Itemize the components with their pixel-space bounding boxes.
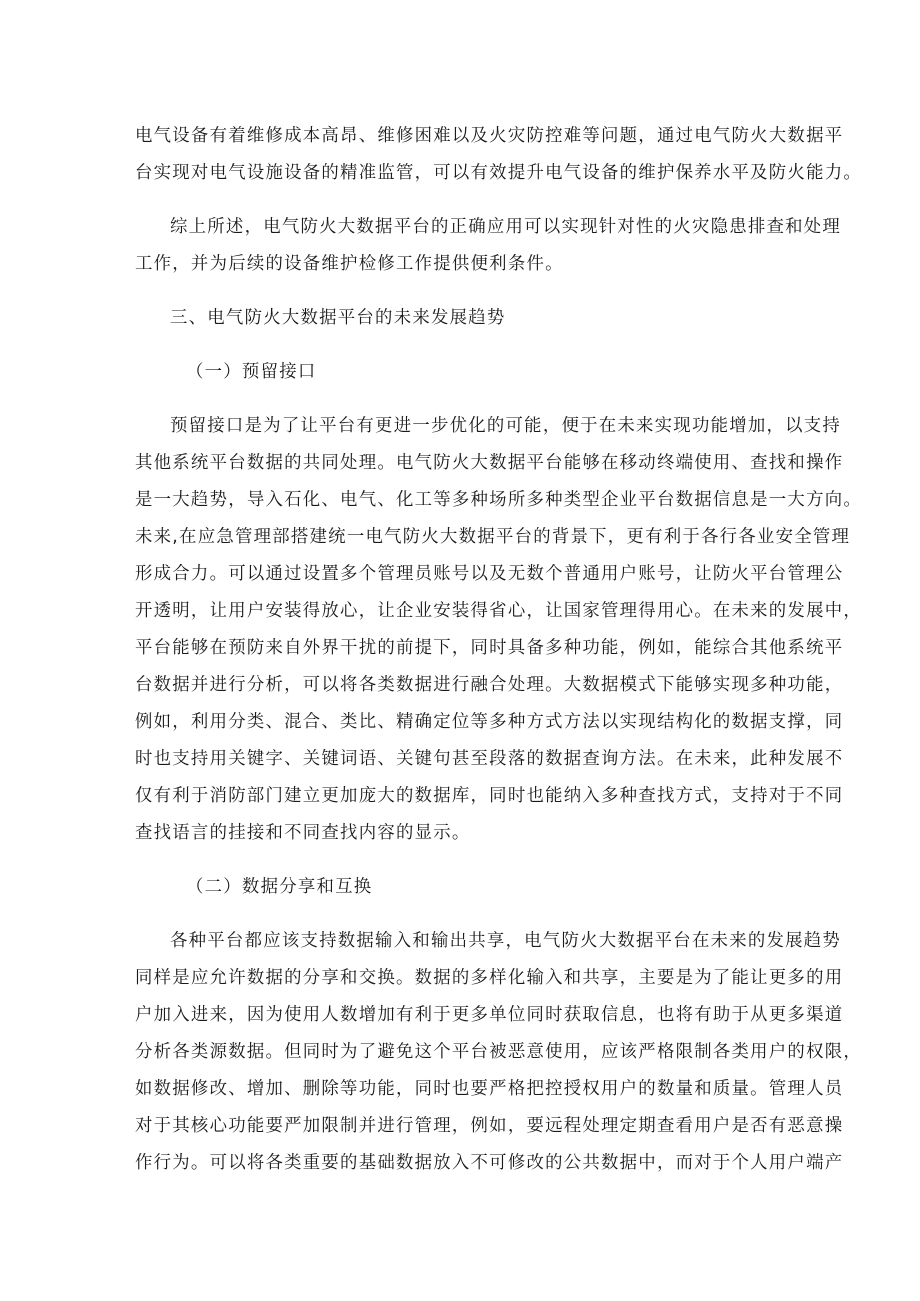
text-line: 工作，并为后续的设备维护检修工作提供便利条件。 [135,254,564,274]
text-line: 户加入进来，因为使用人数增加有利于更多单位同时获取信息，也将有助于从更多渠道 [135,1005,844,1025]
text-line: 其他系统平台数据的共同处理。电气防火大数据平台能够在移动终端使用、查找和操作 [135,453,844,473]
text-line: 对于其核心功能要严加限制并进行管理，例如，要远程处理定期查看用户是否有恶意操 [135,1116,844,1136]
text-line: 作行为。可以将各类重要的基础数据放入不可修改的公共数据中，而对于个人用户端产 [135,1153,844,1173]
text-line: 台数据并进行分析，可以将各类数据进行融合处理。大数据模式下能够实现多种功能， [135,675,844,695]
text-line: 台实现对电气设施设备的精准监管，可以有效提升电气设备的维护保养水平及防火能力。 [135,163,862,183]
text-line: 平台能够在预防来自外界干扰的前提下，同时具备多种功能，例如，能综合其他系统平 [135,638,844,658]
text-line: 仅有利于消防部门建立更加庞大的数据库，同时也能纳入多种查找方式，支持对于不同 [135,786,844,806]
text-line: 形成合力。可以通过设置多个管理员账号以及无数个普通用户账号，让防火平台管理公 [135,564,844,584]
text-line: 同样是应允许数据的分享和交换。数据的多样化输入和共享，主要是为了能让更多的用 [135,968,844,988]
document-page [135,118,862,1182]
text-line: 例如，利用分类、混合、类比、精确定位等多种方式方法以实现结构化的数据支撑，同 [135,712,844,732]
text-line: 查找语言的挂接和不同查找内容的显示。 [135,823,471,843]
paragraph-summary [135,209,842,283]
subsection-heading-data-sharing: （二）数据分享和互换 [186,877,373,897]
text-line: 分析各类源数据。但同时为了避免这个平台被恶意使用，应该严格限制各类用户的权限， [135,1042,862,1062]
section-heading: 三、电气防火大数据平台的未来发展趋势 [170,308,506,328]
text-line: 各种平台都应该支持数据输入和输出共享，电气防火大数据平台在未来的发展趋势 [170,931,842,951]
text-line: 预留接口是为了让平台有更进一步优化的可能，便于在未来实现功能增加，以支持 [170,416,842,436]
subsection-heading-reserved-interface: （一）预留接口 [186,362,317,382]
text-line: 开透明，让用户安装得放心，让企业安装得省心，让国家管理得用心。在未来的发展中， [135,601,862,621]
text-line: 时也支持用关键字、关键词语、关键句甚至段落的数据查询方法。在未来，此种发展不 [135,749,844,769]
text-line: 电气设备有着维修成本高昂、维修困难以及火灾防控难等问题，通过电气防火大数据平 [135,126,844,146]
text-line: 未来,在应急管理部搭建统一电气防火大数据平台的背景下，更有利于各行各业安全管理 [135,527,851,547]
paragraph-data-sharing [135,923,862,1182]
text-line: 是一大趋势，导入石化、电气、化工等多种场所多种类型企业平台数据信息是一大方向。 [135,490,862,510]
text-line: 综上所述，电气防火大数据平台的正确应用可以实现针对性的火灾隐患排查和处理 [170,217,842,237]
paragraph-continuation [135,118,862,192]
text-line: 如数据修改、增加、删除等功能，同时也要严格把控授权用户的数量和质量。管理人员 [135,1079,844,1099]
paragraph-reserved-interface [135,408,862,852]
